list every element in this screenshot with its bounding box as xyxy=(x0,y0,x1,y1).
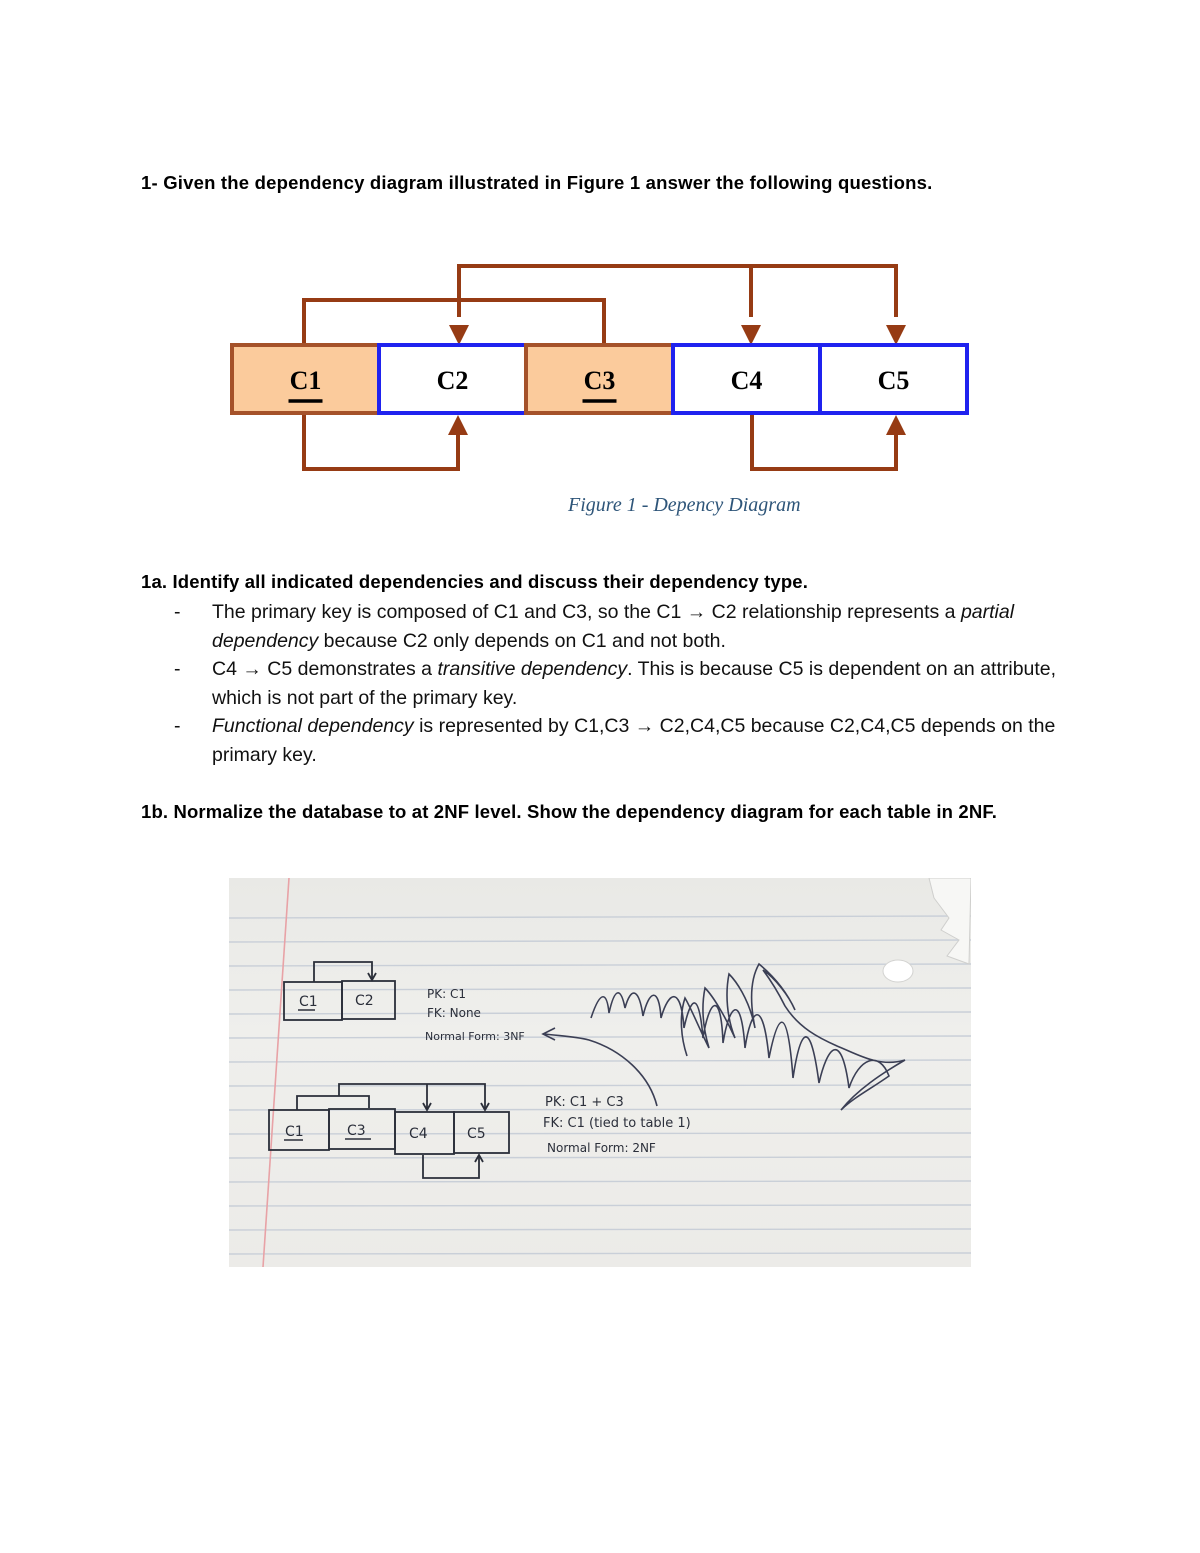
column-label-c4: C4 xyxy=(730,366,763,395)
arrowhead-c2-top xyxy=(449,325,469,345)
section-1a-heading: 1a. Identify all indicated dependencies and discuss their dependency type. xyxy=(141,571,809,592)
hw-table1-cell-c2: C2 xyxy=(355,993,374,1009)
hw-table2-cell-c4: C4 xyxy=(409,1126,428,1142)
list-item-functional: - Functional dependency is represented by C1,C3 → C2,C4,C5 because C2,C4,C5 depends on the primary key. xyxy=(174,715,1056,766)
column-label-c1: C1 xyxy=(289,366,322,395)
section-1a xyxy=(141,568,1081,769)
hw-table1-fk: FK: None xyxy=(427,1006,481,1020)
question-title: 1- Given the dependency diagram illustrated in Figure 1 answer the following questions. xyxy=(141,172,933,193)
column-label-c5: C5 xyxy=(877,366,910,395)
arrowhead-c2-bottom xyxy=(448,415,468,435)
arrow-c4-to-c5-line xyxy=(752,413,896,469)
dependency-list xyxy=(141,598,1081,769)
ruled-lines xyxy=(229,916,971,1254)
list-item-partial: - The primary key is composed of C1 and C3, so the C1 → C2 relationship represents a partial dependency because C2 only depends on C1 and not both. xyxy=(174,601,1015,652)
hw-table1-pk: PK: C1 xyxy=(427,987,466,1001)
hw-table1-nf: Normal Form: 3NF xyxy=(425,1030,525,1043)
section-1b xyxy=(141,798,1081,826)
hw-table2-nf: Normal Form: 2NF xyxy=(547,1141,656,1155)
figure-caption: Figure 1 - Depency Diagram xyxy=(568,494,801,516)
arrowhead-c5-bottom xyxy=(886,415,906,435)
hw-table2-cell-c3: C3 xyxy=(347,1123,366,1139)
arrow-c1c3-to-c2-line xyxy=(304,300,604,345)
punch-hole xyxy=(883,960,913,982)
hw-table2-cell-c5: C5 xyxy=(467,1126,486,1142)
dependency-diagram xyxy=(220,255,990,485)
notebook-page xyxy=(229,878,971,1267)
column-cells xyxy=(232,345,967,413)
hw-table2-fk: FK: C1 (tied to table 1) xyxy=(543,1116,691,1131)
arrow-c1-to-c2-line xyxy=(304,413,458,469)
hw-table1-cell-c1: C1 xyxy=(299,994,318,1010)
column-label-c3: C3 xyxy=(583,366,616,395)
section-1b-heading: 1b. Normalize the database to at 2NF level. Show the dependency diagram for each table in 2NF. xyxy=(141,801,998,822)
arrowhead-c5-top xyxy=(886,325,906,345)
hw-table2-cell-c1: C1 xyxy=(285,1124,304,1140)
list-item-transitive: - C4 → C5 demonstrates a transitive dependency. This is because C5 is dependent on an attribute, which is not part of the primary key. xyxy=(174,658,1057,709)
margin-line xyxy=(263,878,289,1267)
arrowhead-c4-top xyxy=(741,325,761,345)
column-label-c2: C2 xyxy=(436,366,469,395)
hw-table1 xyxy=(284,962,395,1020)
torn-edge xyxy=(929,878,971,964)
arrow-top-line xyxy=(459,266,896,317)
handwritten-notes-photo xyxy=(229,878,971,1267)
hw-table2-pk: PK: C1 + C3 xyxy=(545,1095,624,1110)
